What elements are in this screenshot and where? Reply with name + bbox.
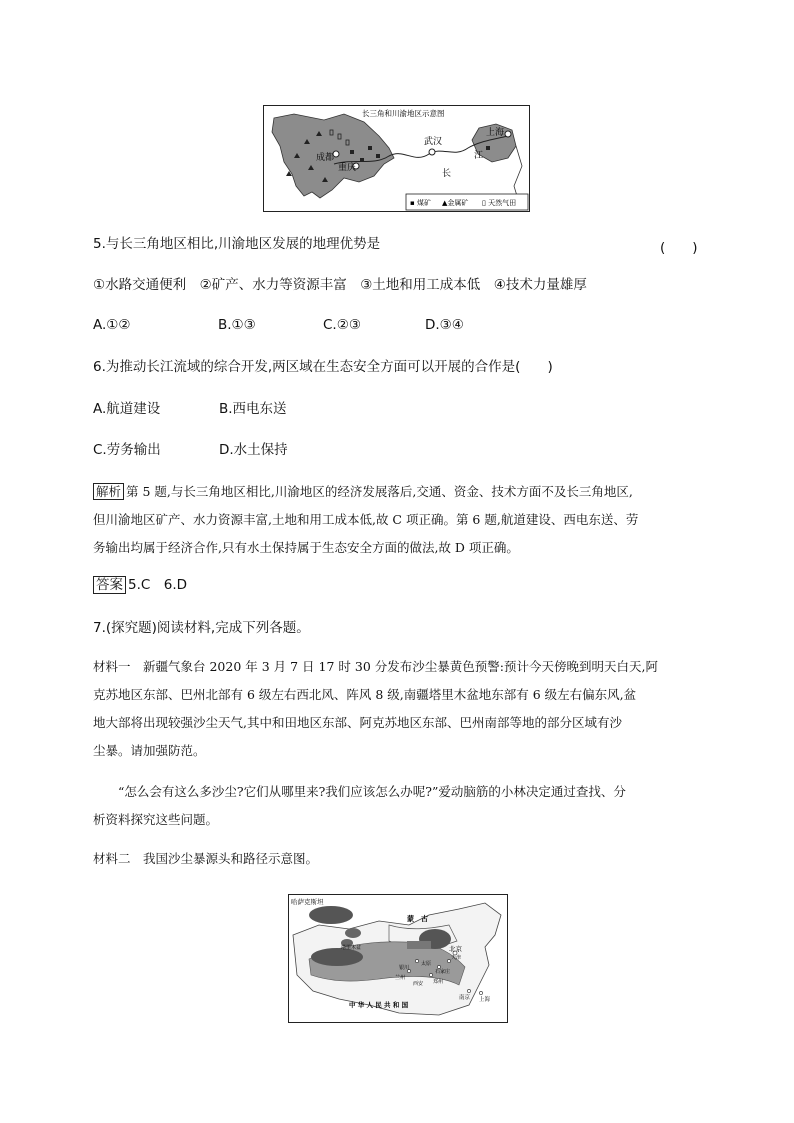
- q6-option-b[interactable]: B.西电东送: [219, 401, 287, 417]
- map-yangtze-svg: [264, 106, 529, 211]
- q6-stem: 6.为推动长江流域的综合开发,两区域在生态安全方面可以开展的合作是( ): [93, 359, 553, 375]
- q5-items: ①水路交通便利 ②矿产、水力等资源丰富 ③土地和用工成本低 ④技术力量雄厚: [93, 277, 587, 293]
- label-shanghai2: 上海: [479, 997, 491, 1003]
- source-area-1: [309, 906, 353, 924]
- label-jiang: 江: [474, 151, 484, 161]
- legend-coal: ▪ 煤矿: [410, 199, 431, 207]
- material1-line-1: 材料一 新疆气象台 2020 年 3 月 7 日 17 时 30 分发布沙尘暴黄色预警:预计今天傍晚到明天白天,阿: [93, 659, 658, 674]
- analysis-block: [93, 478, 713, 562]
- label-tianjin: 天津: [451, 955, 462, 961]
- label-lanzhou: 兰州: [395, 975, 406, 981]
- answer-text: 5.C 6.D: [128, 577, 188, 593]
- answer-row: [93, 575, 187, 595]
- material2: 材料二 我国沙尘暴源头和路径示意图。: [93, 851, 319, 866]
- label-chengdu: 成都: [316, 153, 335, 163]
- q6-option-c[interactable]: C.劳务输出: [93, 442, 161, 458]
- label-xian: 西安: [413, 981, 424, 987]
- legend-gas: ▯ 天然气田: [482, 199, 517, 207]
- analysis-tag: 解析: [93, 483, 124, 500]
- label-taiyuan: 太原: [421, 961, 432, 967]
- material1-line-2: 克苏地区东部、巴州北部有 6 级左右西北风、阵风 8 级,南疆塔里木盆地东部有 6 级左右偏东风,盆: [93, 687, 637, 702]
- quote-block: [93, 778, 713, 834]
- analysis-line-3: 务输出均属于经济合作,只有水土保持属于生态安全方面的做法,故 D 项正确。: [93, 540, 519, 555]
- label-shanghai: 上海: [486, 128, 505, 138]
- material1-block: [93, 653, 713, 765]
- analysis-line-2: 但川渝地区矿产、水力资源丰富,土地和用工成本低,故 C 项正确。第 6 题,航道建设、西电东送、劳: [93, 512, 639, 527]
- map1-title: 长三角和川渝地区示意图: [362, 109, 445, 118]
- material1-line-4: 尘暴。请加强防范。: [93, 743, 206, 758]
- q6-options-row1: [93, 399, 287, 419]
- q6-options-row2: [93, 440, 288, 460]
- label-shijiazhuang: 石家庄: [435, 969, 451, 975]
- q5-stem: 5.与长三角地区相比,川渝地区发展的地理优势是: [93, 236, 381, 252]
- q5-option-c[interactable]: C.②③: [323, 317, 361, 333]
- q5-option-a[interactable]: A.①②: [93, 317, 131, 333]
- label-wuhan: 武汉: [424, 137, 443, 147]
- label-tarim: 塔里木盆: [341, 945, 362, 951]
- q5-option-d[interactable]: D.③④: [425, 317, 464, 333]
- q5-bracket: ( ): [660, 240, 698, 256]
- q5-option-b[interactable]: B.①③: [218, 317, 256, 333]
- label-chongqing: 重庆: [338, 163, 357, 173]
- legend-metal: ▲金属矿: [442, 199, 469, 207]
- map-sandstorm-svg: [289, 895, 507, 1022]
- source-area-6: [407, 941, 431, 949]
- analysis-line-1: 第 5 题,与长三角地区相比,川渝地区的经济发展落后,交通、资金、技术方面不及长三角地区,: [126, 484, 633, 499]
- quote-line-2: 析资料探究这些问题。: [93, 812, 219, 827]
- map-yangtze-chuanyu: [263, 105, 530, 212]
- q6-option-a[interactable]: A.航道建设: [93, 401, 161, 417]
- label-china: 中 华 人 民 共 和 国: [349, 1001, 409, 1009]
- quote-line-1: “怎么会有这么多沙尘?它们从哪里来?我们应该怎么办呢?”爱动脑筋的小林决定通过查找、分: [93, 784, 626, 799]
- q6-option-d[interactable]: D.水土保持: [219, 442, 288, 458]
- q7-stem: 7.(探究题)阅读材料,完成下列各题。: [93, 620, 310, 636]
- map-sandstorm-paths: [288, 894, 508, 1023]
- label-yinchuan: 银川: [399, 965, 410, 971]
- label-mongolia: 蒙 古: [407, 915, 428, 923]
- q5-options: [93, 315, 464, 335]
- source-area-4: [345, 928, 361, 938]
- label-chang: 长: [442, 169, 452, 179]
- label-nanjing: 南京: [459, 995, 471, 1001]
- label-zhengzhou: 郑州: [433, 979, 444, 985]
- label-beijing: 北京: [449, 945, 462, 953]
- material1-line-3: 地大部将出现较强沙尘天气,其中和田地区东部、阿克苏地区东部、巴州南部等地的部分区域有沙: [93, 715, 622, 730]
- label-kazakhstan: 哈萨克斯坦: [291, 898, 324, 906]
- answer-tag: 答案: [93, 576, 126, 594]
